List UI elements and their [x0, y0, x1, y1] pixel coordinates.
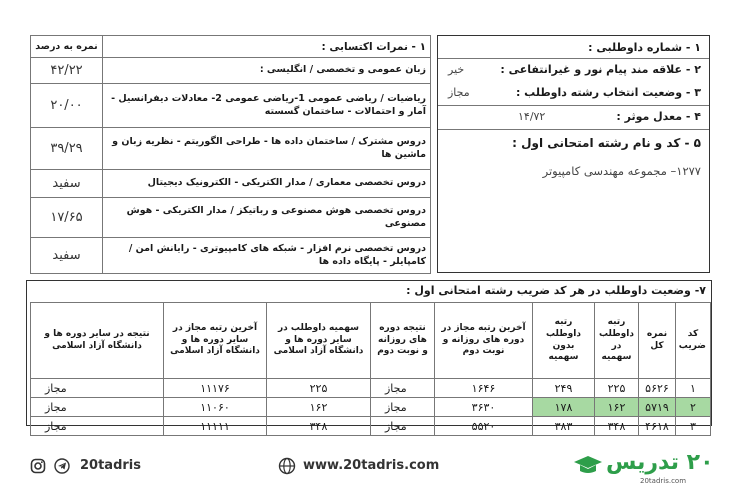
grade-subject: دروس تخصصی هوش مصنوعی و رباتیکز / مدار الکتریکی - هوش مصنوعی — [103, 198, 431, 238]
table-cell: ۱۶۲ — [595, 398, 639, 417]
table-cell: ۱۱۰۶۰ — [164, 398, 267, 417]
field-status-value: مجاز — [448, 86, 470, 99]
footer — [0, 446, 738, 486]
table-cell: ۵۶۲۶ — [639, 379, 676, 398]
table-cell: ۳۸۳ — [533, 417, 595, 436]
grade-score: ۳۹/۲۹ — [31, 128, 103, 170]
globe-icon — [278, 457, 296, 479]
table-row-highlighted — [31, 398, 711, 417]
col-header: نتیجه دوره های روزانه و نوبت دوم — [371, 303, 435, 379]
table-cell: مجاز — [31, 417, 164, 436]
grade-score: سفید — [31, 238, 103, 274]
grade-subject: دروس مشترک / ساختمان داده ها - طراحی الگوریتم - نظریه زبان و ماشین ها — [103, 128, 431, 170]
table-cell: ۳۴۸ — [595, 417, 639, 436]
table-cell: ۱ — [676, 379, 711, 398]
grade-subject: ریاضیات / ریاضی عمومی 1-ریاضی عمومی 2- معادلات دیفرانسیل - آمار و احتمالات - ساختمان گسسته — [103, 84, 431, 128]
exam-field-value: ۱۲۷۷– مجموعه مهندسی کامپیوتر — [542, 164, 701, 178]
grade-subject: زبان عمومی و تخصصی / انگلیسی : — [103, 58, 431, 84]
table-cell: ۱۱۱۱۱ — [164, 417, 267, 436]
graduation-cap-icon — [573, 454, 603, 480]
candidate-info-panel — [437, 35, 710, 273]
table-cell: ۲۴۹ — [533, 379, 595, 398]
grades-table — [30, 35, 431, 274]
grade-score: سفید — [31, 170, 103, 198]
table-cell: ۴۶۱۸ — [639, 417, 676, 436]
exam-field-label: ۵ - کد و نام رشته امتحانی اول : — [512, 136, 701, 150]
interest-value: خیر — [448, 63, 465, 76]
score-header: نمره به درصد — [31, 36, 103, 58]
col-header: رتبه داوطلب در سهمیه — [595, 303, 639, 379]
telegram-icon[interactable] — [54, 458, 70, 478]
table-cell: ۱۶۲ — [267, 398, 371, 417]
table-cell: ۲۲۵ — [595, 379, 639, 398]
website-link[interactable]: www.20tadris.com — [303, 458, 440, 473]
table-cell: ۱۷۸ — [533, 398, 595, 417]
col-header: نتیجه در سایر دوره ها و دانشگاه آزاد اسلامی — [31, 303, 164, 379]
grade-score: ۲۰/۰۰ — [31, 84, 103, 128]
table-cell: ۱۶۴۶ — [435, 379, 533, 398]
table-cell: مجاز — [371, 417, 435, 436]
col-header: رتبه داوطلب بدون سهمیه — [533, 303, 595, 379]
grade-subject: دروس تخصصی نرم افزار - شبکه های کامپیوتری - رایانش امن / کامپایلر - پایگاه داده ها — [103, 238, 431, 274]
social-handle[interactable]: 20tadris — [80, 458, 141, 473]
grade-score: ۴۲/۲۲ — [31, 58, 103, 84]
candidate-number-label: ۱ - شماره داوطلبی : — [588, 41, 701, 54]
table-cell: مجاز — [371, 379, 435, 398]
gpa-value: ۱۴/۷۲ — [518, 110, 546, 123]
col-header: آخرین رتبه مجاز در سایر دوره ها و دانشگاه آزاد اسلامی — [164, 303, 267, 379]
table-cell: مجاز — [31, 398, 164, 417]
col-header: سهمیه داوطلب در سایر دوره ها و دانشگاه آزاد اسلامی — [267, 303, 371, 379]
status-title: ۷- وضعیت داوطلب در هر کد ضریب رشته امتحانی اول : — [406, 284, 706, 297]
interest-label: ۲ - علاقه مند پیام نور و غیرانتفاعی : — [500, 63, 701, 76]
table-row — [31, 379, 711, 398]
table-cell: ۵۵۲۰ — [435, 417, 533, 436]
brand-logo-sub: 20tadris.com — [640, 477, 687, 485]
table-cell: ۳۴۸ — [267, 417, 371, 436]
table-row — [31, 417, 711, 436]
table-cell: ۳ — [676, 417, 711, 436]
table-cell: ۳۶۳۰ — [435, 398, 533, 417]
instagram-icon[interactable] — [30, 458, 46, 478]
table-cell: ۲۲۵ — [267, 379, 371, 398]
table-cell: ۲ — [676, 398, 711, 417]
table-cell: ۵۷۱۹ — [639, 398, 676, 417]
field-status-label: ۳ - وضعیت انتخاب رشته داوطلب : — [515, 86, 701, 99]
table-cell: مجاز — [371, 398, 435, 417]
col-header: نمره کل — [639, 303, 676, 379]
col-header: کد ضریب — [676, 303, 711, 379]
table-cell: ۱۱۱۷۶ — [164, 379, 267, 398]
table-cell: مجاز — [31, 379, 164, 398]
grade-score: ۱۷/۶۵ — [31, 198, 103, 238]
col-header: آخرین رتبه مجاز در دوره های روزانه و نوبت دوم — [435, 303, 533, 379]
brand-logo: ۲۰ تدریس — [606, 450, 714, 475]
grade-subject: دروس تخصصی معماری / مدار الکتریکی - الکترونیک دیجیتال — [103, 170, 431, 198]
grades-title: ۱ - نمرات اکتسابی : — [103, 36, 431, 58]
gpa-label: ۴ - معدل موثر : — [616, 110, 701, 123]
status-table — [30, 302, 711, 436]
